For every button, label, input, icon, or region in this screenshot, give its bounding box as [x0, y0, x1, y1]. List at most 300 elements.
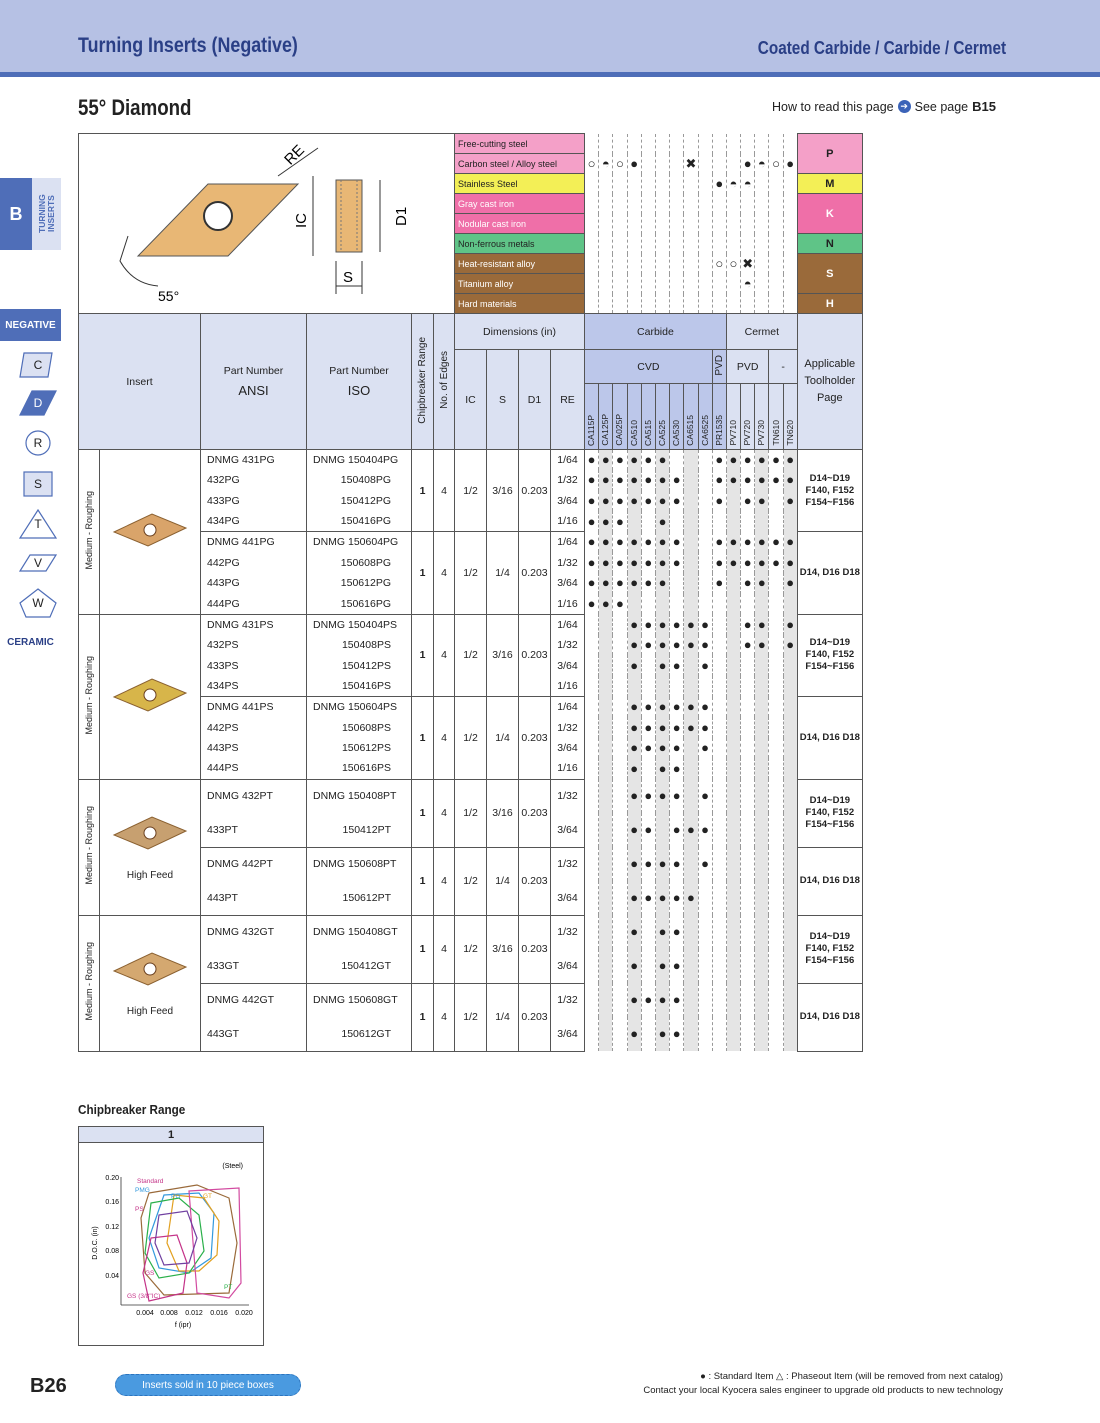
material-mark: [641, 254, 655, 274]
material-mark: [769, 254, 783, 274]
standard-item-icon: ●: [672, 719, 681, 735]
table-row[interactable]: [79, 614, 863, 635]
re-value: 1/32: [551, 552, 585, 573]
grade-availability: [783, 532, 797, 553]
grade-availability: [726, 717, 740, 738]
grade-availability: [783, 491, 797, 512]
table-row[interactable]: [79, 915, 863, 949]
grade-availability: [698, 949, 712, 983]
material-mark: [684, 234, 698, 254]
grade-availability: [627, 594, 641, 615]
grade-availability: [613, 532, 627, 553]
toolholder-page[interactable]: D14~D19 F140, F152 F154~F156: [797, 450, 862, 532]
grade-availability: [684, 655, 698, 676]
label-pmg: PMG: [135, 1187, 150, 1194]
grade-availability: [698, 450, 712, 471]
grade-availability: [783, 779, 797, 813]
grade-availability: [755, 532, 769, 553]
grade-availability: [712, 847, 726, 881]
shape-label: C: [33, 358, 43, 372]
chipbreaker-value: 1: [412, 697, 434, 779]
grade-availability: [684, 491, 698, 512]
grade-availability: [599, 532, 613, 553]
ansi-part: DNMG 442GT: [201, 983, 307, 1017]
material-mark: [726, 194, 740, 214]
grade-availability: [741, 915, 755, 949]
grade-availability: [684, 738, 698, 759]
ic-label: IC: [293, 213, 310, 228]
grade-availability: [670, 552, 684, 573]
chipbreaker-plot: [79, 1143, 263, 1345]
standard-item-icon: ●: [658, 1026, 667, 1041]
grade-availability: [585, 511, 599, 532]
grade-availability: [641, 676, 655, 697]
grade-availability: [769, 758, 783, 779]
re-value: 1/32: [551, 779, 585, 813]
standard-item-icon: ●: [616, 595, 624, 611]
grade-availability: [641, 450, 655, 471]
standard-item-icon: ●: [630, 554, 639, 570]
standard-item-icon: ●: [757, 492, 766, 508]
grade-availability: [670, 635, 684, 656]
grade-availability: [599, 1017, 613, 1051]
grade-availability: [769, 470, 783, 491]
edges-value: 4: [434, 450, 455, 532]
material-mark: [670, 254, 684, 274]
standard-item-icon: ●: [658, 760, 667, 776]
side-tab-ceramic[interactable]: CERAMIC: [7, 637, 54, 648]
grade-pv710: PV710: [726, 384, 740, 450]
standard-item-icon: ●: [630, 534, 639, 550]
grade-availability: [655, 758, 669, 779]
standard-item-icon: ●: [630, 740, 639, 756]
grade-availability: [655, 573, 669, 594]
standard-item-icon: ●: [658, 513, 667, 529]
grade-availability: [641, 552, 655, 573]
grade-availability: [627, 779, 641, 813]
toolholder-page[interactable]: D14, D16 D18: [797, 532, 862, 614]
ansi-part: 434PG: [201, 511, 307, 532]
standard-item-icon: ●: [616, 575, 624, 591]
grade-availability: [599, 635, 613, 656]
grade-availability: [769, 949, 783, 983]
col-carbide: Carbide: [585, 314, 727, 350]
insert-photo-icon: [110, 949, 190, 989]
standard-item-icon: ●: [630, 1026, 639, 1041]
standard-item-icon: ●: [587, 492, 596, 508]
grade-availability: [755, 676, 769, 697]
material-name: [455, 294, 585, 314]
grade-availability: [613, 511, 627, 532]
material-mark: [670, 214, 684, 234]
standard-item-icon: ●: [686, 719, 695, 735]
grade-availability: [655, 915, 669, 949]
grade-availability: [684, 511, 698, 532]
material-mark: [655, 274, 669, 294]
standard-item-icon: ●: [743, 575, 752, 591]
range-label: Medium - Roughing: [79, 779, 100, 915]
standard-item-icon: ●: [743, 637, 752, 653]
re-value: 3/64: [551, 573, 585, 594]
toolholder-page[interactable]: D14~D19 F140, F152 F154~F156: [797, 779, 862, 847]
material-mark: [655, 294, 669, 314]
d1-value: 0.203: [519, 450, 551, 532]
standard-item-icon: ●: [658, 788, 667, 803]
material-mark: [641, 134, 655, 154]
standard-item-icon: ●: [701, 637, 710, 653]
standard-item-icon: ●: [772, 554, 780, 570]
material-mark: [741, 294, 755, 314]
grade-availability: [684, 614, 698, 635]
grade-availability: [684, 532, 698, 553]
material-mark: [698, 254, 712, 274]
standard-item-icon: ●: [658, 657, 667, 673]
standard-item-icon: ●: [715, 554, 724, 570]
grade-availability: [698, 697, 712, 718]
material-mark: [726, 254, 740, 274]
grade-availability: [599, 915, 613, 949]
grade-availability: [670, 573, 684, 594]
grade-availability: [641, 738, 655, 759]
grade-availability: [712, 813, 726, 847]
standard-item-icon: ●: [715, 472, 724, 488]
chipbreaker-title: Chipbreaker Range: [78, 1102, 186, 1117]
standard-item-icon: ●: [601, 452, 610, 468]
grade-availability: [712, 511, 726, 532]
mark: ✖: [742, 255, 754, 271]
grade-availability: [670, 881, 684, 915]
grade-availability: [641, 779, 655, 813]
grade-availability: [755, 655, 769, 676]
col-d1: D1: [519, 350, 551, 450]
re-value: 1/16: [551, 511, 585, 532]
s-value: 1/4: [487, 532, 519, 614]
standard-item-icon: ●: [701, 616, 710, 632]
toolholder-page[interactable]: D14~D19 F140, F152 F154~F156: [797, 915, 862, 983]
insert-photo-icon: [110, 510, 190, 550]
grade-availability: [726, 491, 740, 512]
grade-availability: [599, 779, 613, 813]
grade-availability: [670, 813, 684, 847]
re-value: 3/64: [551, 1017, 585, 1051]
material-label: Stainless Steel: [458, 178, 518, 189]
ic-value: 1/2: [455, 450, 487, 532]
standard-item-icon: ●: [672, 856, 681, 871]
material-mark: [741, 214, 755, 234]
grade-availability: [613, 738, 627, 759]
grade-availability: [783, 450, 797, 471]
grade-availability: [599, 573, 613, 594]
grade-availability: [741, 532, 755, 553]
grade-availability: [613, 697, 627, 718]
iso-part: DNMG 150604PS: [307, 697, 412, 718]
material-mark: [726, 174, 740, 194]
grade-availability: [769, 676, 783, 697]
group-letter: P: [797, 134, 862, 174]
grade-availability: [726, 881, 740, 915]
col-ic: IC: [455, 350, 487, 450]
standard-item-icon: ●: [772, 534, 780, 550]
re-value: 1/16: [551, 676, 585, 697]
shape-label: S: [33, 477, 42, 491]
material-mark: [613, 294, 627, 314]
side-tab-b[interactable]: B: [0, 178, 32, 250]
ansi-part: 443PT: [201, 881, 307, 915]
column-header-row: [79, 314, 863, 350]
material-mark: [712, 154, 726, 174]
side-tab-negative[interactable]: NEGATIVE: [0, 309, 61, 341]
grade-availability: [641, 532, 655, 553]
toolholder-page[interactable]: D14, D16 D18: [797, 847, 862, 915]
grade-availability: [698, 847, 712, 881]
grade-availability: [670, 676, 684, 697]
grade-availability: [783, 949, 797, 983]
standard-item-icon: ●: [601, 534, 610, 550]
standard-item-icon: ●: [672, 958, 681, 973]
label-pt: PT: [224, 1284, 233, 1291]
toolholder-page[interactable]: D14, D16 D18: [797, 983, 862, 1051]
material-mark: [769, 174, 783, 194]
material-mark: [655, 194, 669, 214]
material-mark: [585, 274, 599, 294]
grade-availability: [698, 1017, 712, 1051]
grade-availability: [613, 614, 627, 635]
material-mark: [613, 154, 627, 174]
grade-availability: [783, 697, 797, 718]
see-page-link[interactable]: B15: [972, 99, 996, 114]
grade-availability: [698, 738, 712, 759]
standard-item-icon: ●: [715, 534, 724, 550]
grade-availability: [726, 614, 740, 635]
standard-item-icon: ●: [672, 534, 681, 550]
material-mark: [655, 134, 669, 154]
x-axis-label: f (ipr): [174, 1322, 192, 1329]
col-dimensions: Dimensions (in): [455, 314, 585, 350]
s-label: S: [343, 269, 354, 286]
grade-availability: [698, 635, 712, 656]
shape-tab-r[interactable]: [18, 427, 58, 459]
standard-item-icon: ●: [630, 698, 639, 714]
standard-item-icon: ●: [658, 616, 667, 632]
standard-item-icon: ●: [786, 534, 795, 550]
material-mark: [783, 254, 797, 274]
ic-value: 1/2: [455, 532, 487, 614]
iso-part: 150616PS: [307, 758, 412, 779]
material-mark: [684, 174, 698, 194]
grade-availability: [783, 1017, 797, 1051]
ansi-part: DNMG 441PS: [201, 697, 307, 718]
standard-item-icon: ●: [757, 575, 766, 591]
material-mark: [585, 154, 599, 174]
grade-availability: [655, 655, 669, 676]
grade-availability: [712, 532, 726, 553]
grade-availability: [655, 491, 669, 512]
material-mark: [741, 254, 755, 274]
material-mark: [684, 134, 698, 154]
standard-item-icon: ●: [701, 856, 710, 871]
chipbreaker-value: 1: [412, 532, 434, 614]
grade-availability: [655, 717, 669, 738]
shape-tab-v[interactable]: [18, 547, 58, 579]
grade-availability: [769, 450, 783, 471]
ic-value: 1/2: [455, 983, 487, 1051]
grade-availability: [769, 697, 783, 718]
grade-availability: [655, 881, 669, 915]
ytick: 0.04: [105, 1273, 119, 1280]
grade-availability: [613, 758, 627, 779]
ansi-part: DNMG 432PT: [201, 779, 307, 813]
standard-item-icon: ●: [587, 534, 596, 550]
material-mark: [655, 234, 669, 254]
standard-item-icon: ●: [786, 492, 795, 508]
grade-availability: [655, 813, 669, 847]
grade-availability: [585, 491, 599, 512]
grade-availability: [755, 614, 769, 635]
material-mark: [741, 234, 755, 254]
shape-tab-t[interactable]: [18, 508, 58, 540]
grade-availability: [670, 532, 684, 553]
grade-availability: [599, 511, 613, 532]
standard-item-icon: ●: [786, 472, 795, 488]
grade-availability: [684, 983, 698, 1017]
grade-availability: [585, 949, 599, 983]
ytick: 0.12: [105, 1224, 119, 1231]
ansi-part: 433PG: [201, 491, 307, 512]
grade-availability: [741, 450, 755, 471]
ansi-part: DNMG 441PG: [201, 532, 307, 553]
material-mark: [726, 214, 740, 234]
grade-availability: [627, 511, 641, 532]
grade-availability: [585, 470, 599, 491]
material-mark: [599, 134, 613, 154]
shape-tab-w[interactable]: [18, 587, 58, 619]
standard-item-icon: ●: [715, 492, 724, 508]
grade-availability: [627, 717, 641, 738]
ansi-part: 442PS: [201, 717, 307, 738]
grade-availability: [783, 676, 797, 697]
material-mark: [726, 294, 740, 314]
d1-value: 0.203: [519, 532, 551, 614]
d1-value: 0.203: [519, 847, 551, 915]
mark: ✖: [685, 155, 697, 171]
label-gs: GS: [145, 1270, 155, 1277]
standard-item-icon: ●: [715, 452, 724, 468]
material-mark: [712, 214, 726, 234]
grade-availability: [585, 614, 599, 635]
standard-item-icon: ●: [630, 637, 639, 653]
standard-item-icon: ●: [757, 472, 766, 488]
material-mark: [755, 194, 769, 214]
label-standard: Standard: [137, 1178, 164, 1185]
grade-availability: [585, 676, 599, 697]
material-mark: [698, 134, 712, 154]
grade-ca515: CA515: [641, 384, 655, 450]
grade-availability: [755, 983, 769, 1017]
material-mark: [741, 134, 755, 154]
shape-tab-d[interactable]: [18, 387, 58, 419]
grade-availability: [613, 655, 627, 676]
material-mark: [741, 174, 755, 194]
grade-availability: [627, 573, 641, 594]
material-mark: [783, 174, 797, 194]
grade-availability: [741, 881, 755, 915]
standard-item-icon: ●: [630, 788, 639, 803]
shape-tab-s[interactable]: [18, 468, 58, 500]
re-value: 1/16: [551, 758, 585, 779]
iso-part: DNMG 150404PG: [307, 450, 412, 471]
standard-item-icon: ●: [616, 534, 624, 550]
grade-availability: [741, 813, 755, 847]
chipbreaker-value: 1: [412, 450, 434, 532]
standard-item-icon: ●: [658, 856, 667, 871]
grade-availability: [585, 532, 599, 553]
grade-availability: [741, 635, 755, 656]
ytick: 0.16: [105, 1199, 119, 1206]
grade-availability: [613, 594, 627, 615]
re-value: 3/64: [551, 491, 585, 512]
re-value: 1/32: [551, 635, 585, 656]
grade-availability: [769, 594, 783, 615]
grade-availability: [585, 1017, 599, 1051]
mark: ●: [630, 155, 639, 171]
re-value: 1/32: [551, 847, 585, 881]
material-mark: [627, 254, 641, 274]
material-mark: [585, 234, 599, 254]
group-letter: M: [797, 174, 862, 194]
grade-availability: [769, 915, 783, 949]
d1-label: D1: [393, 206, 410, 226]
material-name: [455, 194, 585, 214]
mark: ◓: [757, 155, 766, 171]
grade-availability: [684, 594, 698, 615]
grade-availability: [641, 915, 655, 949]
shape-tab-c[interactable]: [18, 349, 58, 381]
grade-availability: [769, 738, 783, 759]
grade-availability: [698, 614, 712, 635]
grade-availability: [783, 847, 797, 881]
group-letter: N: [797, 234, 862, 254]
header-rule: [0, 72, 1100, 77]
side-tab-turning[interactable]: TURNING INSERTS: [32, 178, 61, 250]
grade-availability: [627, 949, 641, 983]
material-mark: [655, 174, 669, 194]
re-value: 3/64: [551, 881, 585, 915]
toolholder-page[interactable]: D14~D19 F140, F152 F154~F156: [797, 614, 862, 696]
grade-availability: [712, 738, 726, 759]
material-mark: [599, 274, 613, 294]
material-mark: [726, 274, 740, 294]
material-mark: [613, 174, 627, 194]
iso-part: 150412GT: [307, 949, 412, 983]
standard-item-icon: ●: [644, 890, 653, 905]
material-mark: [655, 154, 669, 174]
standard-item-icon: ●: [672, 472, 681, 488]
grade-availability: [726, 697, 740, 718]
standard-item-icon: ●: [587, 595, 596, 611]
grade-availability: [627, 881, 641, 915]
table-row[interactable]: [79, 450, 863, 471]
standard-item-icon: ●: [601, 595, 610, 611]
table-row[interactable]: [79, 779, 863, 813]
group-letter: S: [797, 254, 862, 294]
grade-availability: [698, 717, 712, 738]
grade-availability: [599, 758, 613, 779]
grade-availability: [684, 697, 698, 718]
toolholder-page[interactable]: D14, D16 D18: [797, 697, 862, 779]
material-mark: [726, 134, 740, 154]
material-mark: [783, 134, 797, 154]
grade-availability: [783, 511, 797, 532]
